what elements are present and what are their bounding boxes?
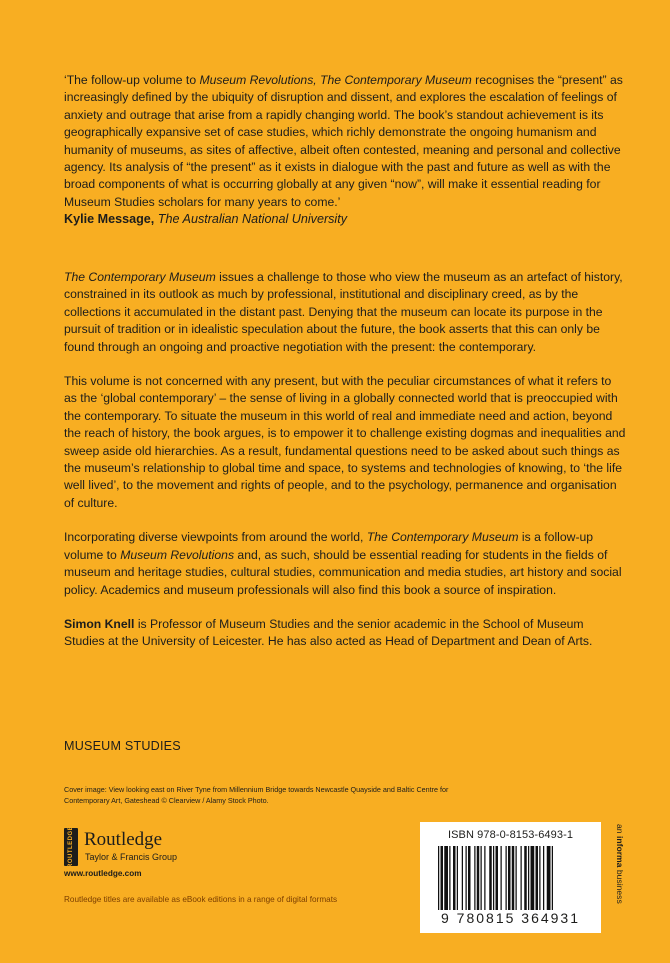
description-paragraph-1: The Contemporary Museum issues a challenge to those who view the museum as an artefact of history, constrained in its outlook as much by professional, institutional and disciplinary creed, as by the collections it accumulated in the distant past. Denying that the museum can locate its purpose in the pursuit of tradition or in idealistic speculation about the future, the book asserts that this can only be found through an ongoing and proactive negotiation with the present: the contemporary. bbox=[64, 270, 623, 354]
barcode-bar bbox=[468, 846, 471, 910]
barcode-bar bbox=[466, 846, 467, 910]
informa-business-tag: an informa business bbox=[615, 824, 625, 904]
barcode-bar bbox=[484, 846, 485, 910]
endorsement-attribution bbox=[64, 211, 624, 228]
endorsement-text: ‘The follow-up volume to Museum Revolutions, The Contemporary Museum recognises the “present” as increasingly defined by the ubiquity of disruption and dissent, and explores the escalation of feelings of anxiety and outrage that arise from a rapidly changing world. The book’s standout achievement is its geographically expansive set of case studies, which richly demonstrate the ongoing humanism and humanity of museums, as sites of affective, albeit often contested, meaning and personal and collective agency. Its analysis of “the present” as it exists in dialogue with the past and future as well as with the broad components of what is occurring globally at any given “now”, will make it essential reading for Museum Studies scholars for many years to come.’ bbox=[64, 73, 623, 209]
isbn-barcode bbox=[420, 822, 601, 933]
publisher-url[interactable]: www.routledge.com bbox=[64, 869, 142, 878]
publisher-name: Routledge bbox=[84, 829, 163, 850]
endorsement-book-titles: Museum Revolutions, The Contemporary Museum bbox=[199, 73, 472, 87]
author-bio: Simon Knell is Professor of Museum Studies and the senior academic in the School of Museum Studies at the University of Leicester. He has also acted as Head of Department and Dean of Arts. bbox=[64, 616, 593, 649]
barcode-bar bbox=[449, 846, 450, 910]
barcode-bar bbox=[552, 846, 553, 910]
barcode-bar bbox=[516, 846, 517, 910]
barcode-bar bbox=[528, 846, 529, 910]
book-description bbox=[64, 269, 626, 668]
barcode-bar bbox=[536, 846, 539, 910]
barcode-bar bbox=[493, 846, 494, 910]
barcode-bar bbox=[521, 846, 522, 910]
subject-category: MUSEUM STUDIES bbox=[64, 739, 181, 753]
description-paragraph-3: Incorporating diverse viewpoints from around the world, The Contemporary Museum is a follow-up volume to Museum Revolutions and, as such, should be essential reading for students in the fields of museum and heritage studies, cultural studies, communication and media studies, art history and social policy. Academics and museum professionals will also find this book a source of inspiration. bbox=[64, 530, 622, 597]
barcode-bar bbox=[474, 846, 475, 910]
barcode-bar bbox=[539, 846, 540, 910]
barcode-bar bbox=[477, 846, 480, 910]
barcode-bar bbox=[441, 846, 444, 910]
barcode-bar bbox=[512, 846, 515, 910]
barcode-bar bbox=[501, 846, 502, 910]
barcode-bar bbox=[462, 846, 463, 910]
barcode-bar bbox=[508, 846, 511, 910]
description-paragraph-2: This volume is not concerned with any present, but with the peculiar circumstances of what it refers to as the ‘global contemporary’ – the sense of living in a globally connected world that is preoccupied with the contemporary. To situate the museum in this world of real and immediate need and action, beyond the reach of history, the book argues, is to empower it to challenge existing dogmas and inequalities and sweep aside old hierarchies. As a result, fundamental questions need to be asked about such things as the museum’s relationship to global time and space, to systems and technologies of knowing, to ‘the life well lived’, to the movement and rights of people, and to the psychology, permanence and organisation of culture. bbox=[64, 374, 626, 510]
author-name: Simon Knell bbox=[64, 616, 135, 631]
informa-brand: informa bbox=[615, 835, 625, 868]
barcode-bar bbox=[543, 846, 544, 910]
barcode-bar bbox=[489, 846, 492, 910]
endorser-name: Kylie Message, bbox=[64, 212, 155, 226]
isbn-label: ISBN 978-0-8153-6493-1 bbox=[447, 829, 574, 841]
barcode-digits: 9 780815 364931 bbox=[441, 910, 580, 926]
publisher-group: Taylor & Francis Group bbox=[85, 852, 178, 862]
barcode-bar bbox=[438, 846, 439, 910]
barcode-bar bbox=[524, 846, 527, 910]
routledge-mark-icon: ROUTLEDGE bbox=[64, 828, 78, 866]
barcode-bar bbox=[531, 846, 535, 910]
ebook-note: Routledge titles are available as eBook editions in a range of digital formats bbox=[64, 895, 338, 904]
barcode-bar bbox=[506, 846, 507, 910]
cover-image-credit: Cover image: View looking east on River Tyne from Millennium Bridge towards Newcastle Quayside and Baltic Centre for Contemporary Art, Gateshead © Clearview / Alamy Stock Photo. bbox=[64, 785, 449, 805]
barcode-bar bbox=[457, 846, 458, 910]
barcode-bar bbox=[547, 846, 551, 910]
barcode-bar bbox=[496, 846, 499, 910]
barcode-bar bbox=[481, 846, 482, 910]
endorsement-quote bbox=[64, 72, 624, 211]
barcode-icon bbox=[438, 846, 588, 910]
barcode-bar bbox=[453, 846, 456, 910]
barcode-bar bbox=[444, 846, 448, 910]
endorser-affiliation: The Australian National University bbox=[154, 212, 348, 226]
routledge-logo bbox=[64, 825, 204, 869]
